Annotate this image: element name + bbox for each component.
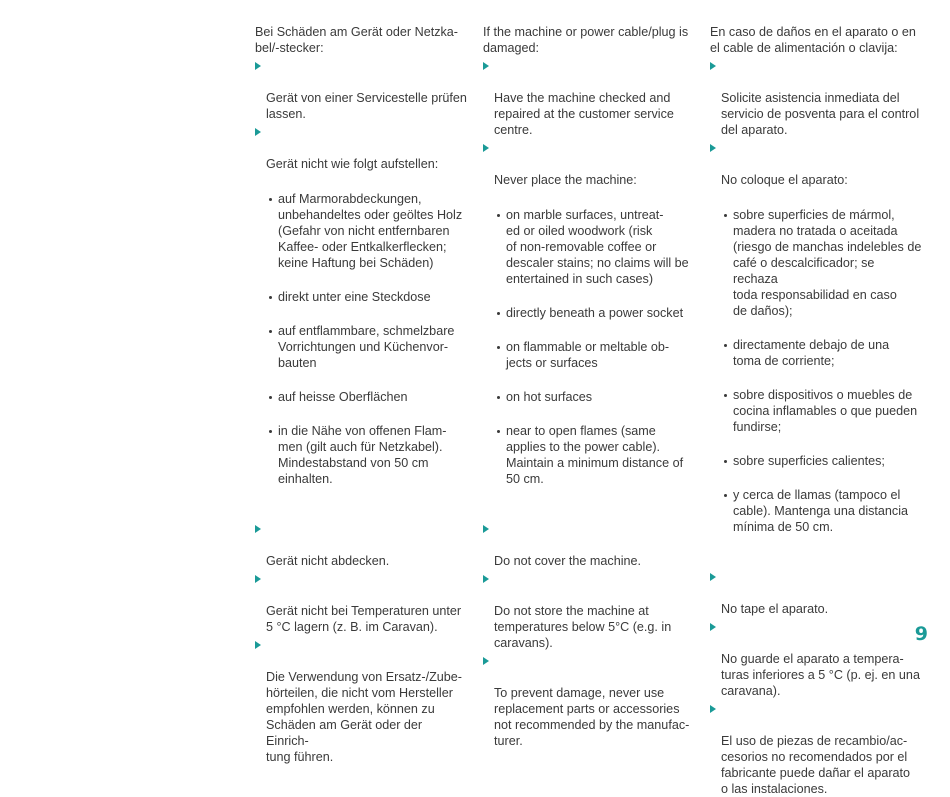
sub-list-item [494,389,695,405]
intro-text: En caso de daños en el aparato o en el cable de alimentación o clavija: [710,25,916,55]
triangle-bullet-icon [710,573,716,581]
triangle-bullet-icon [255,128,261,136]
sub-list-item [721,337,922,369]
dot-bullet-icon [269,296,272,299]
dot-bullet-icon [497,346,500,349]
list-item-text: Solicite asistencia inmediata del servicio de posventa para el control del aparato. [721,91,920,137]
sub-list [494,189,695,503]
dot-bullet-icon [269,330,272,333]
list-item [483,58,695,138]
sub-list-item-text: sobre superficies de mármol, madera no tratada o aceitada (riesgo de manchas indelebles de café o descalcificador; se rechaza toda responsabilidad en caso de daños); [733,208,922,318]
list-item [255,637,467,765]
list-item [483,521,695,569]
sub-list-item-text: auf Marmorabdeckungen, unbehandeltes oder geöltes Holz (Gefahr von nicht entfernbaren Kaffee- oder Entkalkerflecken; keine Haftung bei Schäden) [278,192,463,270]
sub-list-item-text: on hot surfaces [506,390,593,404]
sub-list-item [266,423,467,487]
sub-list-item-text: auf entflammbare, schmelzbare Vorrichtungen und Küchenvor- bauten [278,324,455,370]
list-item [255,571,467,635]
list-item-text: Gerät nicht bei Temperaturen unter 5 °C lagern (z. B. im Caravan). [266,604,462,634]
sub-list [266,173,467,503]
sub-list-item-text: in die Nähe von offenen Flam- men (gilt auch für Netzkabel). Mindestabstand von 50 cm einhalten. [278,424,447,486]
dot-bullet-icon [497,312,500,315]
list-item-text: No guarde el aparato a tempera- turas inferiores a 5 °C (p. ej. en una caravana). [721,652,920,698]
list-item-text: Have the machine checked and repaired at the customer service centre. [494,91,674,137]
list-item [255,124,467,519]
triangle-bullet-icon [255,525,261,533]
list-item-text: Do not cover the machine. [494,554,642,568]
dot-bullet-icon [269,198,272,201]
triangle-bullet-icon [255,575,261,583]
sub-list-item [494,207,695,287]
sub-list-item [266,289,467,305]
dot-bullet-icon [497,430,500,433]
triangle-bullet-icon [483,525,489,533]
sub-list-item [266,389,467,405]
triangle-bullet-icon [710,705,716,713]
sub-list-item-text: sobre superficies calientes; [733,454,885,468]
sub-list-item-text: sobre dispositivos o muebles de cocina inflamables o que pueden fundirse; [733,388,918,434]
dot-bullet-icon [724,344,727,347]
column-english [483,24,695,749]
intro-text: Bei Schäden am Gerät oder Netzka- bel/-stecker: [255,25,459,55]
list-item-text: Gerät von einer Servicestelle prüfen lassen. [266,91,467,121]
list-item [710,569,922,617]
list-item [710,701,922,797]
list-item-text: Gerät nicht wie folgt aufstellen: [266,157,439,171]
sub-list-item [721,487,922,535]
dot-bullet-icon [269,430,272,433]
column-german [255,24,467,765]
triangle-bullet-icon [483,144,489,152]
sub-list-item-text: y cerca de llamas (tampoco el cable). Mantenga una distancia mínima de 50 cm. [733,488,909,534]
dot-bullet-icon [497,214,500,217]
triangle-bullet-icon [710,62,716,70]
sub-list-item [494,339,695,371]
sub-list-item [494,305,695,321]
column-spanish [710,24,922,797]
dot-bullet-icon [724,214,727,217]
triangle-bullet-icon [483,575,489,583]
sub-list-item-text: directly beneath a power socket [506,306,684,320]
sub-list-item [721,207,922,319]
list-item-text: Never place the machine: [494,173,637,187]
dot-bullet-icon [497,396,500,399]
dot-bullet-icon [724,460,727,463]
sub-list-item-text: direkt unter eine Steckdose [278,290,431,304]
sub-list-item-text: directamente debajo de una toma de corriente; [733,338,890,368]
list-item-text: El uso de piezas de recambio/ac- cesorios no recomendados por el fabricante puede dañar el aparato o las instalaciones. [721,734,911,796]
list-item-text: To prevent damage, never use replacement parts or accessories not recommended by the manufac- turer. [494,686,690,748]
list-item-text: No tape el aparato. [721,602,829,616]
list-item-text: Do not store the machine at temperatures below 5°C (e.g. in caravans). [494,604,672,650]
dot-bullet-icon [269,396,272,399]
list-item [483,571,695,651]
sub-list-item-text: near to open flames (same applies to the power cable). Maintain a minimum distance of 50 cm. [506,424,684,486]
sub-list-item [494,423,695,487]
list-item [255,58,467,122]
triangle-bullet-icon [483,657,489,665]
list-item [255,521,467,569]
triangle-bullet-icon [710,623,716,631]
list-item [710,58,922,138]
intro-text: If the machine or power cable/plug is damaged: [483,25,689,55]
list-item-text: Gerät nicht abdecken. [266,554,390,568]
triangle-bullet-icon [255,62,261,70]
sub-list-item-text: on flammable or meltable ob- jects or surfaces [506,340,670,370]
triangle-bullet-icon [255,641,261,649]
sub-list-item [266,323,467,371]
list-item-text: Die Verwendung von Ersatz-/Zube- hörteilen, die nicht vom Hersteller empfohlen werden, können zu Schäden am Gerät oder der Einrich- tung führen. [266,670,463,764]
sub-list-item-text: on marble surfaces, untreat- ed or oiled woodwork (risk of non-removable coffee or descaler stains; no claims will be entertained in such cases) [506,208,689,286]
page-number: 9 [914,623,928,645]
list-item-text: No coloque el aparato: [721,173,848,187]
sub-list-item [721,453,922,469]
dot-bullet-icon [724,494,727,497]
list-item [483,653,695,749]
dot-bullet-icon [724,394,727,397]
sub-list-item [266,191,467,271]
sub-list [721,189,922,551]
list-item [710,140,922,567]
list-item [483,140,695,519]
list-item [710,619,922,699]
sub-list-item-text: auf heisse Oberflächen [278,390,408,404]
sub-list-item [721,387,922,435]
triangle-bullet-icon [710,144,716,152]
triangle-bullet-icon [483,62,489,70]
